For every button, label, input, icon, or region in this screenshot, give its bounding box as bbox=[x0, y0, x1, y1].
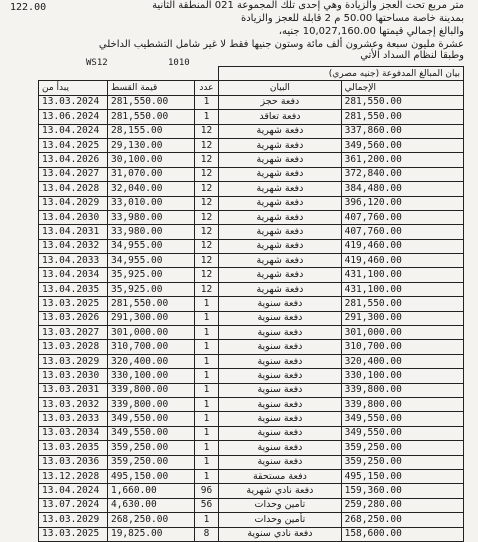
cell-date: 13.12.2028 bbox=[39, 469, 108, 483]
table-row bbox=[39, 210, 464, 224]
table-row bbox=[39, 268, 464, 282]
cell-total: 431,100.00 bbox=[341, 282, 463, 296]
intro-line-4: عشرة مليون سبعة وعشرون ألف مائة وستون جنيها فقط لا غير شامل التشطيب الداخلي bbox=[98, 39, 464, 50]
table-row bbox=[39, 254, 464, 268]
cell-count: 12 bbox=[194, 239, 219, 253]
cell-date: 13.03.2034 bbox=[39, 426, 108, 440]
table-row bbox=[39, 383, 464, 397]
cell-total: 419,460.00 bbox=[341, 239, 463, 253]
cell-count: 1 bbox=[194, 297, 219, 311]
cell-amount: 291,300.00 bbox=[107, 311, 194, 325]
cell-count: 1 bbox=[194, 469, 219, 483]
cell-amount: 35,925.00 bbox=[107, 282, 194, 296]
cell-total: 330,100.00 bbox=[341, 369, 463, 383]
table-row bbox=[39, 527, 464, 541]
cell-description: دفعة سنوية bbox=[219, 354, 341, 368]
cell-total: 349,560.00 bbox=[341, 138, 463, 152]
cell-description: دفعة سنوية bbox=[219, 412, 341, 426]
cell-count: 96 bbox=[194, 484, 219, 498]
intro-line-1: متر مربع تحت العجز والزيادة وهي إحدى تلك المجموعة 021 المنطقة الثانية bbox=[152, 0, 464, 11]
cell-date: 13.03.2029 bbox=[39, 354, 108, 368]
cell-date: 13.04.2030 bbox=[39, 210, 108, 224]
cell-amount: 359,250.00 bbox=[107, 455, 194, 469]
document-intro bbox=[0, 0, 478, 60]
header-date: يبدأ من bbox=[39, 81, 108, 95]
cell-total: 407,760.00 bbox=[341, 225, 463, 239]
cell-count: 12 bbox=[194, 167, 219, 181]
cell-count: 8 bbox=[194, 527, 219, 541]
cell-date: 13.03.2030 bbox=[39, 369, 108, 383]
cell-description: دفعة شهرية bbox=[219, 210, 341, 224]
cell-total: 419,460.00 bbox=[341, 254, 463, 268]
cell-count: 1 bbox=[194, 513, 219, 527]
cell-count: 1 bbox=[194, 326, 219, 340]
cell-description: دفعة سنوية bbox=[219, 311, 341, 325]
cell-date: 13.04.2029 bbox=[39, 196, 108, 210]
cell-description: دفعة سنوية bbox=[219, 326, 341, 340]
cell-total: 372,840.00 bbox=[341, 167, 463, 181]
cell-amount: 31,070.00 bbox=[107, 167, 194, 181]
cell-amount: 320,400.00 bbox=[107, 354, 194, 368]
cell-total: 259,280.00 bbox=[341, 498, 463, 512]
cell-description: دفعة شهرية bbox=[219, 268, 341, 282]
header-amount: قيمة القسط bbox=[107, 81, 194, 95]
table-row bbox=[39, 282, 464, 296]
table-header-row bbox=[39, 81, 464, 95]
cell-amount: 301,000.00 bbox=[107, 326, 194, 340]
cell-date: 13.03.2031 bbox=[39, 383, 108, 397]
cell-date: 13.04.2027 bbox=[39, 167, 108, 181]
cell-description: دفعة سنوية bbox=[219, 441, 341, 455]
cell-date: 13.04.2024 bbox=[39, 484, 108, 498]
table-row bbox=[39, 153, 464, 167]
cell-amount: 19,825.00 bbox=[107, 527, 194, 541]
cell-total: 495,150.00 bbox=[341, 469, 463, 483]
cell-count: 12 bbox=[194, 138, 219, 152]
cell-description: دفعة سنوية bbox=[219, 340, 341, 354]
cell-amount: 33,980.00 bbox=[107, 210, 194, 224]
cell-amount: 35,925.00 bbox=[107, 268, 194, 282]
cell-count: 12 bbox=[194, 196, 219, 210]
cell-count: 1 bbox=[194, 455, 219, 469]
table-body bbox=[39, 95, 464, 541]
cell-total: 159,360.00 bbox=[341, 484, 463, 498]
cell-count: 1 bbox=[194, 110, 219, 124]
header-count: عدد bbox=[194, 81, 219, 95]
cell-total: 431,100.00 bbox=[341, 268, 463, 282]
cell-count: 1 bbox=[194, 95, 219, 109]
cell-description: دفعة تعاقد bbox=[219, 110, 341, 124]
table-row bbox=[39, 469, 464, 483]
cell-date: 13.04.2031 bbox=[39, 225, 108, 239]
cell-date: 13.03.2025 bbox=[39, 527, 108, 541]
table-row bbox=[39, 426, 464, 440]
table-row bbox=[39, 513, 464, 527]
cell-date: 13.04.2024 bbox=[39, 124, 108, 138]
cell-description: دفعة شهرية bbox=[219, 182, 341, 196]
cell-description: دفعة شهرية bbox=[219, 254, 341, 268]
cell-total: 359,250.00 bbox=[341, 441, 463, 455]
cell-description: دفعة مستحقة bbox=[219, 469, 341, 483]
cell-count: 12 bbox=[194, 210, 219, 224]
cell-amount: 29,130.00 bbox=[107, 138, 194, 152]
cell-date: 13.07.2024 bbox=[39, 498, 108, 512]
cell-description: دفعة نادي شهرية bbox=[219, 484, 341, 498]
cell-amount: 33,010.00 bbox=[107, 196, 194, 210]
cell-amount: 4,630.00 bbox=[107, 498, 194, 512]
cell-date: 13.04.2028 bbox=[39, 182, 108, 196]
cell-amount: 33,980.00 bbox=[107, 225, 194, 239]
cell-total: 396,120.00 bbox=[341, 196, 463, 210]
table-row bbox=[39, 412, 464, 426]
reference-code: WS12 bbox=[86, 58, 108, 68]
cell-date: 13.04.2034 bbox=[39, 268, 108, 282]
reference-number: 1010 bbox=[168, 58, 190, 68]
cell-total: 349,550.00 bbox=[341, 412, 463, 426]
cell-total: 384,480.00 bbox=[341, 182, 463, 196]
table-row bbox=[39, 110, 464, 124]
cell-amount: 281,550.00 bbox=[107, 95, 194, 109]
cell-count: 12 bbox=[194, 254, 219, 268]
cell-total: 361,200.00 bbox=[341, 153, 463, 167]
cell-total: 291,300.00 bbox=[341, 311, 463, 325]
table-row bbox=[39, 182, 464, 196]
cell-count: 1 bbox=[194, 397, 219, 411]
cell-description: دفعة شهرية bbox=[219, 282, 341, 296]
cell-total: 310,700.00 bbox=[341, 340, 463, 354]
cell-total: 339,800.00 bbox=[341, 397, 463, 411]
cell-total: 301,000.00 bbox=[341, 326, 463, 340]
table-row bbox=[39, 297, 464, 311]
cell-count: 1 bbox=[194, 426, 219, 440]
table-row bbox=[39, 455, 464, 469]
cell-date: 13.04.2032 bbox=[39, 239, 108, 253]
cell-date: 13.03.2026 bbox=[39, 311, 108, 325]
table-row bbox=[39, 498, 464, 512]
cell-description: دفعة سنوية bbox=[219, 455, 341, 469]
table-row bbox=[39, 326, 464, 340]
table-row bbox=[39, 124, 464, 138]
table-title-row bbox=[39, 67, 464, 81]
cell-amount: 339,800.00 bbox=[107, 397, 194, 411]
cell-total: 281,550.00 bbox=[341, 95, 463, 109]
cell-description: تأمين وحدات bbox=[219, 498, 341, 512]
table-row bbox=[39, 484, 464, 498]
cell-date: 13.03.2036 bbox=[39, 455, 108, 469]
cell-amount: 339,800.00 bbox=[107, 383, 194, 397]
cell-date: 13.03.2027 bbox=[39, 326, 108, 340]
cell-description: دفعة شهرية bbox=[219, 167, 341, 181]
table-row bbox=[39, 167, 464, 181]
table-row bbox=[39, 397, 464, 411]
cell-count: 1 bbox=[194, 412, 219, 426]
cell-description: دفعة شهرية bbox=[219, 124, 341, 138]
cell-count: 1 bbox=[194, 441, 219, 455]
cell-count: 12 bbox=[194, 182, 219, 196]
cell-count: 1 bbox=[194, 311, 219, 325]
cell-date: 13.03.2029 bbox=[39, 513, 108, 527]
cell-description: دفعة شهرية bbox=[219, 138, 341, 152]
table-title: بيان المبالغ المدفوعة (جنيه مصري) bbox=[219, 67, 464, 81]
table-row bbox=[39, 311, 464, 325]
cell-amount: 268,250.00 bbox=[107, 513, 194, 527]
cell-total: 339,800.00 bbox=[341, 383, 463, 397]
cell-total: 407,760.00 bbox=[341, 210, 463, 224]
cell-description: دفعة شهرية bbox=[219, 239, 341, 253]
cell-count: 1 bbox=[194, 354, 219, 368]
cell-amount: 349,550.00 bbox=[107, 412, 194, 426]
intro-line-2: بمدينة خاصة مساحتها 50.00 م 2 قابلة للعجز والزيادة bbox=[240, 13, 464, 24]
cell-amount: 310,700.00 bbox=[107, 340, 194, 354]
cell-description: دفعة سنوية bbox=[219, 383, 341, 397]
cell-description: دفعة شهرية bbox=[219, 225, 341, 239]
table-row bbox=[39, 340, 464, 354]
table-row bbox=[39, 441, 464, 455]
table-row bbox=[39, 196, 464, 210]
cell-description: دفعة نادي سنوية bbox=[219, 527, 341, 541]
cell-count: 1 bbox=[194, 369, 219, 383]
cell-amount: 281,550.00 bbox=[107, 110, 194, 124]
cell-description: دفعة سنوية bbox=[219, 297, 341, 311]
cell-total: 281,550.00 bbox=[341, 297, 463, 311]
cell-description: دفعة سنوية bbox=[219, 369, 341, 383]
cell-count: 12 bbox=[194, 225, 219, 239]
cell-total: 359,250.00 bbox=[341, 455, 463, 469]
cell-amount: 359,250.00 bbox=[107, 441, 194, 455]
cell-amount: 32,040.00 bbox=[107, 182, 194, 196]
cell-date: 13.03.2035 bbox=[39, 441, 108, 455]
cell-amount: 495,150.00 bbox=[107, 469, 194, 483]
cell-description: دفعة حجز bbox=[219, 95, 341, 109]
header-description: البيان bbox=[219, 81, 341, 95]
cell-description: دفعة شهرية bbox=[219, 153, 341, 167]
cell-date: 13.04.2033 bbox=[39, 254, 108, 268]
cell-amount: 281,550.00 bbox=[107, 297, 194, 311]
cell-count: 1 bbox=[194, 340, 219, 354]
table-row bbox=[39, 225, 464, 239]
header-total: الإجمالي bbox=[341, 81, 463, 95]
cell-amount: 34,955.00 bbox=[107, 254, 194, 268]
cell-date: 13.04.2026 bbox=[39, 153, 108, 167]
cell-count: 56 bbox=[194, 498, 219, 512]
cell-description: دفعة سنوية bbox=[219, 426, 341, 440]
table-row bbox=[39, 354, 464, 368]
cell-amount: 1,660.00 bbox=[107, 484, 194, 498]
cell-date: 13.03.2025 bbox=[39, 297, 108, 311]
cell-date: 13.03.2033 bbox=[39, 412, 108, 426]
cell-amount: 28,155.00 bbox=[107, 124, 194, 138]
table-row bbox=[39, 369, 464, 383]
cell-description: دفعة سنوية bbox=[219, 397, 341, 411]
cell-amount: 349,550.00 bbox=[107, 426, 194, 440]
cell-date: 13.04.2035 bbox=[39, 282, 108, 296]
cell-total: 281,550.00 bbox=[341, 110, 463, 124]
cell-total: 349,550.00 bbox=[341, 426, 463, 440]
cell-description: تأمين وحدات bbox=[219, 513, 341, 527]
cell-total: 158,600.00 bbox=[341, 527, 463, 541]
cell-count: 12 bbox=[194, 282, 219, 296]
cell-count: 12 bbox=[194, 268, 219, 282]
cell-description: دفعة شهرية bbox=[219, 196, 341, 210]
table-row bbox=[39, 95, 464, 109]
cell-date: 13.06.2024 bbox=[39, 110, 108, 124]
cell-count: 12 bbox=[194, 124, 219, 138]
intro-line-5: وطبقا لنظام السداد الأتي bbox=[360, 50, 464, 61]
cell-count: 1 bbox=[194, 383, 219, 397]
cell-count: 12 bbox=[194, 153, 219, 167]
cell-total: 320,400.00 bbox=[341, 354, 463, 368]
intro-line-3: والبالغ إجمالي قيمتها 10,027,160.00 جنيه، bbox=[278, 26, 464, 37]
cell-amount: 330,100.00 bbox=[107, 369, 194, 383]
cell-amount: 34,955.00 bbox=[107, 239, 194, 253]
cell-date: 13.03.2032 bbox=[39, 397, 108, 411]
cell-total: 337,860.00 bbox=[341, 124, 463, 138]
cell-date: 13.03.2024 bbox=[39, 95, 108, 109]
payment-schedule-table bbox=[38, 66, 464, 542]
table-row bbox=[39, 239, 464, 253]
cell-date: 13.04.2025 bbox=[39, 138, 108, 152]
cell-date: 13.03.2028 bbox=[39, 340, 108, 354]
cell-amount: 30,100.00 bbox=[107, 153, 194, 167]
area-value: 122.00 bbox=[10, 2, 47, 13]
cell-total: 268,250.00 bbox=[341, 513, 463, 527]
table-row bbox=[39, 138, 464, 152]
